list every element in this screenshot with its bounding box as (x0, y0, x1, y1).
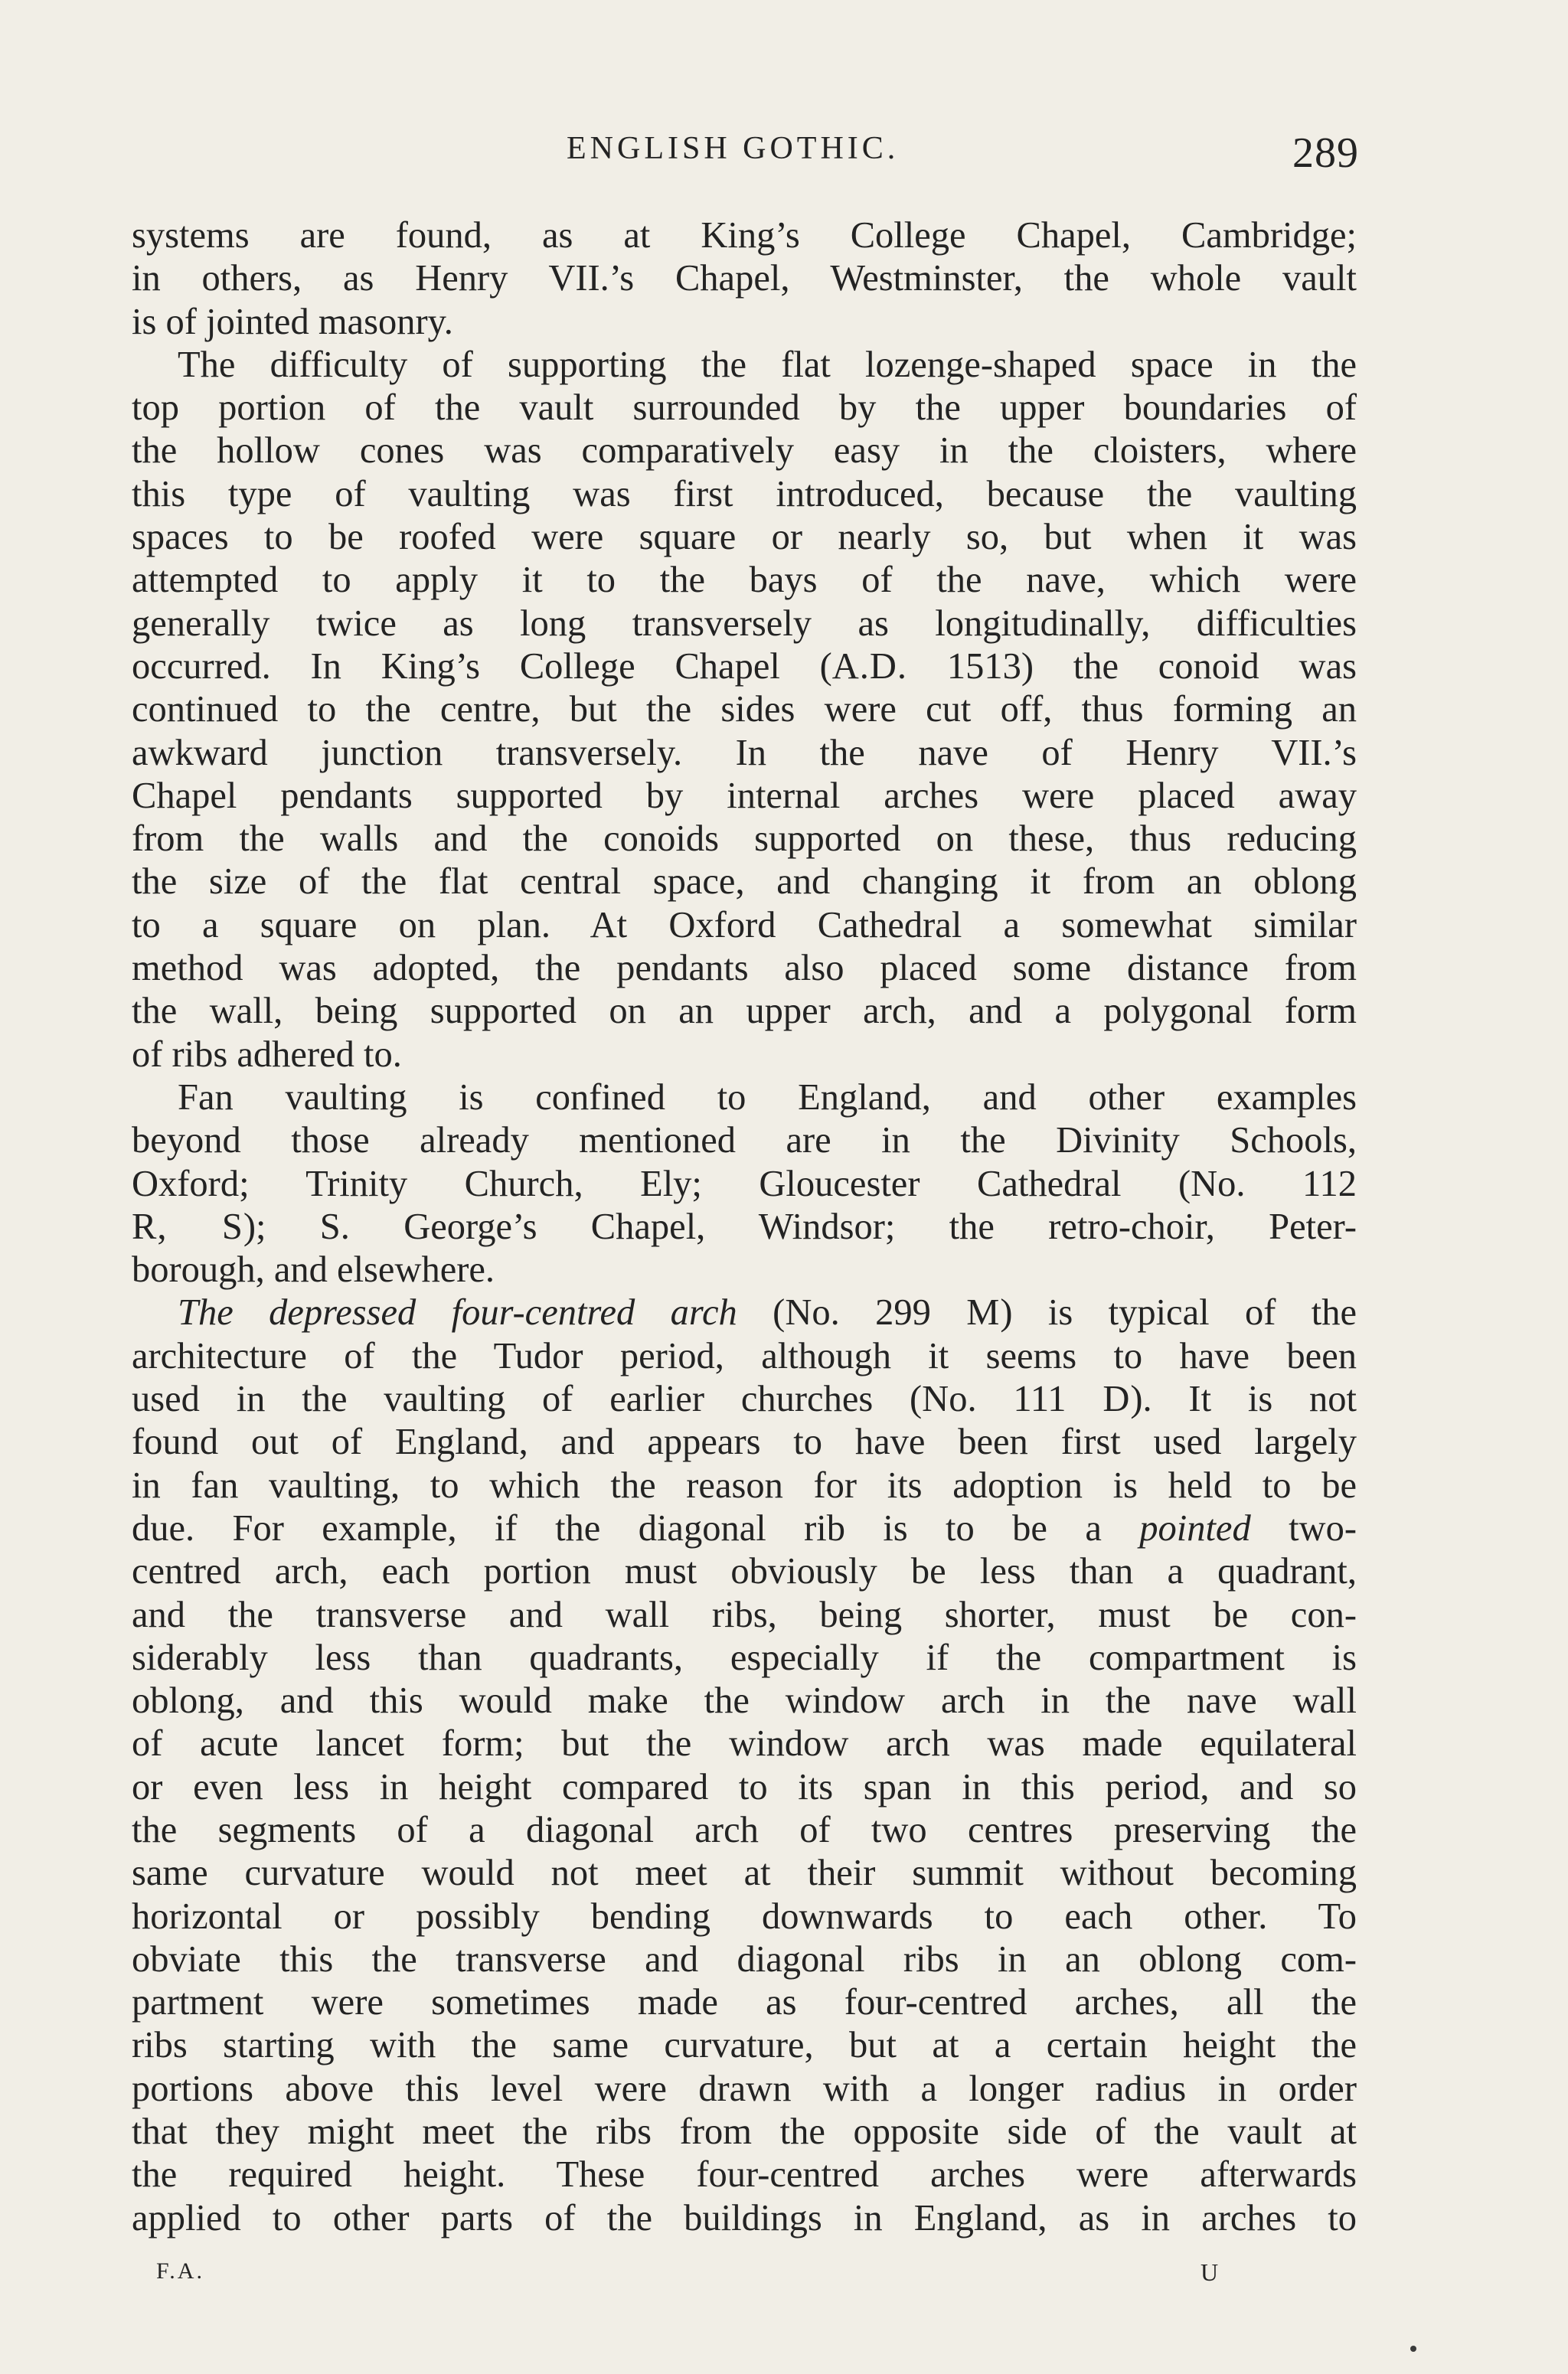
signature-letter: U (1200, 2258, 1219, 2286)
text-line: The difficulty of supporting the flat lozenge-shaped space in the (178, 344, 1357, 385)
text-line: from the walls and the conoids supported on these, thus reducing (132, 818, 1357, 860)
text-line: architecture of the Tudor period, although it seems to have been (132, 1335, 1357, 1376)
text-line: centred arch, each portion must obviously be less than a quadrant, (132, 1551, 1357, 1592)
running-head: ENGLISH GOTHIC. (567, 131, 900, 166)
text-line: spaces to be roofed were square or nearly so, but when it was (132, 517, 1357, 558)
text-line: obviate this the transverse and diagonal ribs in an oblong com- (132, 1938, 1357, 1980)
text-run: used in the vaulting of earlier churches (No. 111 (132, 1379, 1103, 1420)
text-run: ) is typical of the (1000, 1292, 1357, 1334)
text-line: to a square on plan. At Oxford Cathedral a somewhat similar (132, 904, 1357, 945)
text-line: top portion of the vault surrounded by the upper boundaries of (132, 387, 1357, 429)
text-line: oblong, and this would make the window arch in the nave wall (132, 1680, 1357, 1722)
text-run: (No. 299 (737, 1292, 967, 1334)
italic-run: The depressed four-centred arch (178, 1292, 737, 1334)
text-line: horizontal or possibly bending downwards to each other. To (132, 1896, 1357, 1937)
text-line: the wall, being supported on an upper arch, and a polygonal form (132, 991, 1357, 1032)
text-line: Fan vaulting is confined to England, and other examples (178, 1076, 1357, 1118)
text-line: found out of England, and appears to have been first used largely (132, 1422, 1357, 1463)
text-line: the hollow cones was comparatively easy in the cloisters, where (132, 430, 1357, 472)
text-line: same curvature would not meet at their summit without becoming (132, 1853, 1357, 1894)
text-line (132, 1291, 1357, 1334)
small-caps-run: M (966, 1292, 1001, 1334)
text-line: the required height. These four-centred arches were afterwards (132, 2154, 1357, 2196)
text-line: generally twice as long transversely as longitudinally, difficulties (132, 602, 1357, 644)
text-line: Oxford; Trinity Church, Ely; Gloucester Cathedral (No. 112 (132, 1163, 1357, 1204)
page-number: 289 (1292, 129, 1359, 177)
text-line: siderably less than quadrants, especially if the compartment is (132, 1637, 1357, 1678)
text-line: and the transverse and wall ribs, being shorter, must be con- (132, 1594, 1357, 1635)
text-line: the segments of a diagonal arch of two centres preserving the (132, 1809, 1357, 1850)
text-line: attempted to apply it to the bays of the nave, which were (132, 560, 1357, 601)
text-line: or even less in height compared to its span in this period, and so (132, 1766, 1357, 1807)
text-line: borough, and elsewhere. (132, 1249, 495, 1291)
text-line: that they might meet the ribs from the opposite side of the vault at (132, 2111, 1357, 2153)
text-line: continued to the centre, but the sides were cut off, thus forming an (132, 689, 1357, 730)
text-line: awkward junction transversely. In the nave of Henry VII.’s (132, 732, 1357, 773)
italic-run: pointed (1139, 1507, 1251, 1549)
text-line: in others, as Henry VII.’s Chapel, Westminster, the whole vault (132, 258, 1357, 299)
small-caps-run: A.D. (831, 645, 908, 687)
text-line: partment were sometimes made as four-centred arches, all the (132, 1982, 1357, 2023)
page-header (0, 129, 1568, 175)
page-footer (0, 2258, 1568, 2289)
text-run: ). It is not (1130, 1379, 1357, 1420)
text-run: two- (1250, 1507, 1357, 1549)
small-caps-run: D (1102, 1379, 1131, 1420)
text-line: method was adopted, the pendants also placed some distance from (132, 948, 1357, 989)
signature-mark: F.A. (156, 2258, 204, 2284)
text-line: of ribs adhered to. (132, 1034, 402, 1075)
text-line: Chapel pendants supported by internal arches were placed away (132, 775, 1357, 816)
text-line: this type of vaulting was first introduced, because the vaulting (132, 473, 1357, 514)
text-line: applied to other parts of the buildings in England, as in arches to (132, 2197, 1357, 2238)
body-text (132, 214, 1357, 2240)
text-run: due. For example, if the diagonal rib is to be a (132, 1507, 1140, 1549)
text-line: of acute lancet form; but the window arch was made equilateral (132, 1723, 1357, 1765)
text-run: occurred. In King’s College Chapel ( (132, 645, 832, 687)
text-line: in fan vaulting, to which the reason for its adoption is held to be (132, 1465, 1357, 1506)
text-line: the size of the flat central space, and changing it from an oblong (132, 861, 1357, 903)
text-line: systems are found, as at King’s College Chapel, Cambridge; (132, 215, 1357, 256)
text-line (132, 1206, 1357, 1249)
text-line: ribs starting with the same curvature, but at a certain height the (132, 2025, 1357, 2066)
text-line (132, 1378, 1357, 1421)
small-caps-run: R, S (132, 1206, 243, 1247)
text-line: portions above this level were drawn with a longer radius in order (132, 2068, 1357, 2109)
text-run: ); S. George’s Chapel, Windsor; the retro-choir, Peter- (243, 1206, 1357, 1247)
text-line (132, 1507, 1357, 1550)
ink-speck (1410, 2346, 1416, 2352)
text-line (132, 645, 1357, 688)
text-line: beyond those already mentioned are in the Divinity Schools, (132, 1120, 1357, 1161)
text-line: is of jointed masonry. (132, 301, 453, 342)
text-run: 1513) the conoid was (907, 645, 1357, 687)
